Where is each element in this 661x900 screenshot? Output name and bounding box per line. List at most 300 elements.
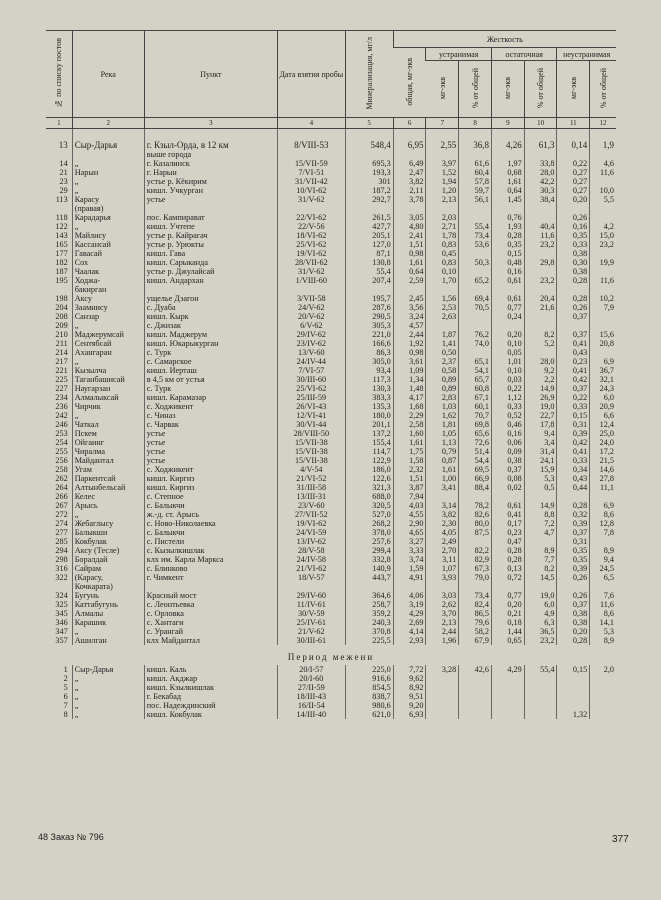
table-cell: 8,6 — [590, 609, 616, 618]
table-cell: 0,43 — [557, 348, 590, 357]
table-cell: 18/VI-62 — [277, 231, 345, 240]
table-row — [46, 393, 616, 402]
table-cell: 18/V-57 — [277, 573, 345, 582]
table-row — [46, 438, 616, 447]
table-cell: 0,22 — [557, 393, 590, 402]
table-cell: 0,89 — [426, 384, 459, 393]
table-cell: 0,06 — [491, 438, 524, 447]
table-cell: 2,55 — [426, 129, 459, 151]
table-cell: 0,03 — [491, 375, 524, 384]
table-cell: 383,3 — [345, 393, 393, 402]
table-cell: 1,75 — [393, 447, 426, 456]
table-cell: 0,15 — [557, 411, 590, 420]
table-cell — [491, 204, 524, 213]
header-residual-pct: % от общей — [524, 61, 557, 118]
table-cell — [590, 683, 616, 692]
table-cell: 11,6 — [590, 276, 616, 285]
header-residual: остаточная — [491, 48, 557, 61]
table-cell: 1,07 — [426, 564, 459, 573]
table-cell: 20,8 — [590, 339, 616, 348]
table-cell: 114,7 — [345, 447, 393, 456]
table-cell — [277, 150, 345, 159]
table-cell: 357 — [55, 636, 68, 645]
table-cell: 22/VI-62 — [277, 213, 345, 222]
table-cell: 0,30 — [557, 258, 590, 267]
table-row — [46, 249, 616, 258]
table-cell: 258,7 — [345, 600, 393, 609]
table-cell: 113 — [55, 195, 68, 204]
table-cell: 1,32 — [557, 710, 590, 719]
table-cell: 7,6 — [590, 591, 616, 600]
table-cell: 2,49 — [426, 537, 459, 546]
table-row — [46, 600, 616, 609]
table-cell — [557, 582, 590, 591]
table-cell: 0,5 — [524, 483, 557, 492]
table-cell: в 4,5 км от устья — [144, 375, 277, 384]
table-cell: 22/V-56 — [277, 222, 345, 231]
table-cell — [393, 150, 426, 159]
period-section — [46, 645, 616, 665]
table-cell: с. Леонтьевка — [144, 600, 277, 609]
table-cell: с. Балыкчи — [144, 528, 277, 537]
table-cell — [491, 674, 524, 683]
table-cell: Сентябсай — [72, 339, 144, 348]
table-cell — [590, 321, 616, 330]
table-row — [46, 674, 616, 683]
table-cell: „ — [72, 692, 144, 701]
table-row — [46, 276, 616, 285]
table-cell: 301 — [345, 177, 393, 186]
table-cell: 0,08 — [491, 474, 524, 483]
table-cell: 1,92 — [393, 339, 426, 348]
table-cell: 1,51 — [393, 474, 426, 483]
table-cell: Таганбашисай — [72, 375, 144, 384]
table-cell: 3,14 — [426, 501, 459, 510]
table-cell — [345, 204, 393, 213]
table-cell — [46, 150, 72, 159]
table-cell — [393, 204, 426, 213]
table-row — [46, 384, 616, 393]
table-cell: 0,37 — [557, 528, 590, 537]
table-cell: Гавасай — [72, 249, 144, 258]
table-cell — [590, 537, 616, 546]
table-cell: с. Балыкчи — [144, 501, 277, 510]
table-cell: Нарын — [72, 168, 144, 177]
table-cell: 0,48 — [491, 258, 524, 267]
table-cell: 6,6 — [590, 411, 616, 420]
table-cell: 0,38 — [491, 456, 524, 465]
table-cell: 0,23 — [491, 528, 524, 537]
table-cell: 0,33 — [557, 240, 590, 249]
table-cell: 4,9 — [524, 609, 557, 618]
table-cell: 5,2 — [524, 339, 557, 348]
table-cell: 0,28 — [557, 294, 590, 303]
table-cell: Алмалы — [72, 609, 144, 618]
table-cell: 31,4 — [524, 447, 557, 456]
table-cell: 0,20 — [491, 600, 524, 609]
table-cell: 7/VI-57 — [277, 366, 345, 375]
table-cell: 7,72 — [393, 665, 426, 674]
table-cell: 79,6 — [459, 618, 492, 627]
table-cell: 0,58 — [426, 366, 459, 375]
table-cell — [557, 692, 590, 701]
table-cell: 0,33 — [491, 402, 524, 411]
table-cell: 42,6 — [459, 665, 492, 674]
table-cell: 28,0 — [524, 168, 557, 177]
table-cell — [491, 582, 524, 591]
table-cell: 23,2 — [524, 636, 557, 645]
table-row — [46, 177, 616, 186]
table-cell: 2,32 — [393, 465, 426, 474]
table-cell — [524, 537, 557, 546]
table-cell: 15/VII-38 — [277, 447, 345, 456]
table-cell: 15,0 — [590, 231, 616, 240]
table-cell: 0,18 — [491, 618, 524, 627]
table-cell: 3,78 — [393, 195, 426, 204]
table-cell: 4,91 — [393, 573, 426, 582]
table-cell: 53,6 — [459, 240, 492, 249]
table-cell: 23/IV-62 — [277, 339, 345, 348]
table-cell: Чаалак — [72, 267, 144, 276]
table-cell: 0,16 — [557, 222, 590, 231]
table-cell: 205,1 — [345, 231, 393, 240]
table-cell: „ — [72, 510, 144, 519]
table-cell: 1,03 — [426, 402, 459, 411]
col-number: 10 — [524, 118, 557, 129]
table-cell: 210 — [55, 330, 68, 339]
table-cell: устье — [144, 438, 277, 447]
table-cell: „ — [72, 222, 144, 231]
table-cell: 0,61 — [491, 294, 524, 303]
table-cell: 1,51 — [393, 240, 426, 249]
table-cell: 0,31 — [557, 420, 590, 429]
table-cell: 3/VII-58 — [277, 294, 345, 303]
table-cell: 688,0 — [345, 492, 393, 501]
table-cell: 19,0 — [524, 591, 557, 600]
table-cell: 76,2 — [459, 330, 492, 339]
table-cell: 24,5 — [590, 564, 616, 573]
table-cell — [491, 321, 524, 330]
table-cell: 838,7 — [345, 692, 393, 701]
col-number: 11 — [557, 118, 590, 129]
table-cell: 54,1 — [459, 366, 492, 375]
table-cell: 0,43 — [557, 474, 590, 483]
col-number: 7 — [426, 118, 459, 129]
table-cell: 14,6 — [590, 465, 616, 474]
table-cell — [459, 683, 492, 692]
table-cell: 5,5 — [590, 195, 616, 204]
table-cell: 332,8 — [345, 555, 393, 564]
table-cell: Наугарзан — [72, 384, 144, 393]
table-cell: 23 — [59, 177, 68, 186]
table-cell: 69,4 — [459, 294, 492, 303]
table-cell: устье р. Кайрагач — [144, 231, 277, 240]
table-cell: 0,45 — [426, 249, 459, 258]
table-cell: Боралдай — [72, 555, 144, 564]
table-row — [46, 528, 616, 537]
table-cell: 443,7 — [345, 573, 393, 582]
table-cell: 20,9 — [590, 402, 616, 411]
table-cell: 0,98 — [393, 249, 426, 258]
table-cell: 60,1 — [459, 402, 492, 411]
table-cell: 527,0 — [345, 510, 393, 519]
table-cell: 854,5 — [345, 683, 393, 692]
table-cell: 58,2 — [459, 627, 492, 636]
table-cell: 177 — [55, 249, 68, 258]
table-cell — [277, 204, 345, 213]
table-cell: 38,4 — [524, 195, 557, 204]
table-cell: 21,6 — [524, 303, 557, 312]
table-cell: 137,2 — [345, 429, 393, 438]
table-cell: 0,26 — [557, 573, 590, 582]
table-cell — [524, 204, 557, 213]
table-row — [46, 204, 616, 213]
table-cell — [277, 582, 345, 591]
table-cell: 135,3 — [345, 402, 393, 411]
table-cell: 15,9 — [524, 465, 557, 474]
table-cell: 1,70 — [426, 276, 459, 285]
table-cell: 24/IV-44 — [277, 357, 345, 366]
table-cell — [426, 692, 459, 701]
table-cell: 1,68 — [393, 402, 426, 411]
table-cell: 242 — [55, 411, 68, 420]
table-row — [46, 501, 616, 510]
table-cell: 9,4 — [590, 555, 616, 564]
table-cell: 18/III-43 — [277, 692, 345, 701]
table-cell: кишл. Андархан — [144, 276, 277, 285]
table-cell: 246 — [55, 420, 68, 429]
table-cell: 8,92 — [393, 683, 426, 692]
table-cell: 0,41 — [557, 447, 590, 456]
table-cell: с. Турк — [144, 348, 277, 357]
table-cell: кишл. Киргиз — [144, 483, 277, 492]
table-cell: 28/V-58 — [277, 546, 345, 555]
table-cell: 31/V-62 — [277, 195, 345, 204]
table-cell — [557, 674, 590, 683]
table-cell: 14 — [59, 159, 68, 168]
header-col-no: № по списку постов — [46, 31, 72, 118]
table-cell: с. Степное — [144, 492, 277, 501]
table-cell — [426, 582, 459, 591]
table-cell: 0,72 — [491, 573, 524, 582]
table-cell: 2,44 — [393, 330, 426, 339]
table-cell: 67,9 — [459, 636, 492, 645]
table-cell: 29/IV-62 — [277, 330, 345, 339]
table-cell: 66,9 — [459, 474, 492, 483]
table-cell: Алмалыксай — [72, 393, 144, 402]
table-cell: 0,38 — [557, 267, 590, 276]
table-cell: 82,6 — [459, 510, 492, 519]
table-cell: 19,0 — [524, 402, 557, 411]
table-cell: выше города — [144, 150, 277, 159]
table-cell: 236 — [55, 402, 68, 411]
table-cell — [459, 582, 492, 591]
table-cell: Красный мост — [144, 591, 277, 600]
table-cell: 3,97 — [426, 159, 459, 168]
table-cell — [557, 285, 590, 294]
table-cell: 0,28 — [491, 546, 524, 555]
col-number: 12 — [590, 118, 616, 129]
table-cell: 0,87 — [426, 456, 459, 465]
table-cell: 55,4 — [524, 665, 557, 674]
table-cell: 140,9 — [345, 564, 393, 573]
header-col-point: Пункт — [144, 31, 277, 118]
table-cell: 2,93 — [393, 636, 426, 645]
table-cell: 11,1 — [590, 483, 616, 492]
table-cell: 9,51 — [393, 692, 426, 701]
header-total: общая, мг-экв — [393, 48, 426, 118]
col-number: 9 — [491, 118, 524, 129]
table-cell: 0,89 — [426, 375, 459, 384]
table-cell — [491, 492, 524, 501]
table-cell: 74,0 — [459, 339, 492, 348]
table-cell: 345 — [55, 609, 68, 618]
table-cell: 187,2 — [345, 186, 393, 195]
table-cell: 320,5 — [345, 501, 393, 510]
table-cell — [459, 348, 492, 357]
table-cell: г. Чимкент — [144, 573, 277, 582]
table-cell: Санзар — [72, 312, 144, 321]
table-cell: 4,29 — [491, 665, 524, 674]
table-cell: 21/VI-52 — [277, 474, 345, 483]
col-number: 5 — [345, 118, 393, 129]
table-cell: 1,61 — [393, 438, 426, 447]
table-cell: 8 — [63, 710, 68, 719]
table-cell: 0,42 — [557, 375, 590, 384]
table-cell: Чирчик — [72, 402, 144, 411]
table-cell: с. Блинково — [144, 564, 277, 573]
table-cell: 6,0 — [524, 600, 557, 609]
table-cell: 3,93 — [426, 573, 459, 582]
table-cell: 7/VI-51 — [277, 168, 345, 177]
table-cell: г. Кзыл-Орда, в 12 км — [144, 129, 277, 151]
table-cell: 2,13 — [426, 195, 459, 204]
table-cell: 61,6 — [459, 159, 492, 168]
table-cell: 9,2 — [524, 366, 557, 375]
table-cell: 195 — [55, 276, 68, 285]
header-nonremovable: неустранимая — [557, 48, 616, 61]
table-cell: 13/IV-62 — [277, 537, 345, 546]
table-cell — [491, 285, 524, 294]
table-cell: устье — [144, 195, 277, 204]
table-cell: кишл. Юкарыкурган — [144, 339, 277, 348]
table-cell: 42,2 — [524, 177, 557, 186]
table-cell: 20,4 — [524, 294, 557, 303]
table-cell: 1,34 — [393, 375, 426, 384]
table-cell: 6,9 — [590, 501, 616, 510]
table-cell: 14/III-40 — [277, 710, 345, 719]
table-cell — [524, 321, 557, 330]
table-cell: 24,3 — [590, 384, 616, 393]
table-cell — [524, 150, 557, 159]
table-cell: 0,20 — [557, 195, 590, 204]
table-cell — [426, 492, 459, 501]
table-cell: 254 — [55, 438, 68, 447]
table-cell: 36,5 — [524, 627, 557, 636]
table-cell: 82,4 — [459, 600, 492, 609]
table-cell: 9,4 — [524, 429, 557, 438]
table-cell: 73,4 — [459, 591, 492, 600]
table-cell: 93,4 — [345, 366, 393, 375]
table-cell: 2,44 — [426, 627, 459, 636]
table-cell: 0,39 — [557, 519, 590, 528]
table-cell: 33,8 — [524, 159, 557, 168]
table-cell: 1,52 — [426, 168, 459, 177]
table-cell: 0,38 — [557, 609, 590, 618]
table-cell: 1,87 — [426, 330, 459, 339]
table-cell: 2,63 — [426, 312, 459, 321]
table-cell: 155,4 — [345, 438, 393, 447]
table-cell: 6,49 — [393, 159, 426, 168]
table-cell: 0,68 — [491, 168, 524, 177]
table-cell — [426, 710, 459, 719]
table-cell: 118 — [55, 213, 68, 222]
table-cell: 0,83 — [426, 258, 459, 267]
table-cell: 51,4 — [459, 447, 492, 456]
table-cell: 22,7 — [524, 411, 557, 420]
table-cell: 0,83 — [426, 240, 459, 249]
table-cell: 1,45 — [491, 195, 524, 204]
table-cell: 12,4 — [590, 420, 616, 429]
table-cell: 4,05 — [426, 528, 459, 537]
table-cell: 166,6 — [345, 339, 393, 348]
table-cell: 20/I-57 — [277, 665, 345, 674]
table-cell: 82,2 — [459, 546, 492, 555]
table-cell: 321,3 — [345, 483, 393, 492]
table-cell: 4,29 — [393, 609, 426, 618]
table-cell — [557, 492, 590, 501]
table-cell: 127,0 — [345, 240, 393, 249]
table-cell: Алтынбельсай — [72, 483, 144, 492]
table-cell — [426, 701, 459, 710]
table-cell: 0,22 — [557, 159, 590, 168]
table-cell: 3,56 — [393, 303, 426, 312]
table-cell: 1,59 — [393, 564, 426, 573]
table-cell: 0,39 — [557, 429, 590, 438]
table-cell: 253 — [55, 429, 68, 438]
table-cell — [557, 321, 590, 330]
table-cell: 11,6 — [590, 600, 616, 609]
table-cell: 0,28 — [557, 276, 590, 285]
table-cell: 3,82 — [393, 177, 426, 186]
table-cell: 122 — [55, 222, 68, 231]
table-cell: 29/IV-60 — [277, 591, 345, 600]
table-cell: 1,78 — [426, 231, 459, 240]
table-cell: 201,1 — [345, 420, 393, 429]
header-col-date: Дата взятия пробы — [277, 31, 345, 118]
table-cell: кишл. Кырк — [144, 312, 277, 321]
table-cell: с. Чиназ — [144, 411, 277, 420]
table-row — [46, 447, 616, 456]
table-cell: 9,62 — [393, 674, 426, 683]
table-row — [46, 159, 616, 168]
table-cell: 180,0 — [345, 411, 393, 420]
table-cell: 346 — [55, 618, 68, 627]
header-col-river: Река — [72, 31, 144, 118]
table-cell: 1,20 — [426, 186, 459, 195]
table-cell: с. Дуаба — [144, 303, 277, 312]
table-cell: 54,4 — [459, 456, 492, 465]
table-cell: 4,06 — [393, 591, 426, 600]
table-cell: 1,93 — [491, 222, 524, 231]
table-row — [46, 411, 616, 420]
table-cell — [590, 701, 616, 710]
table-cell: 3,61 — [393, 357, 426, 366]
table-row — [46, 429, 616, 438]
table-cell: 0,28 — [491, 555, 524, 564]
table-cell: 324 — [55, 591, 68, 600]
table-cell: Заамнисy — [72, 303, 144, 312]
